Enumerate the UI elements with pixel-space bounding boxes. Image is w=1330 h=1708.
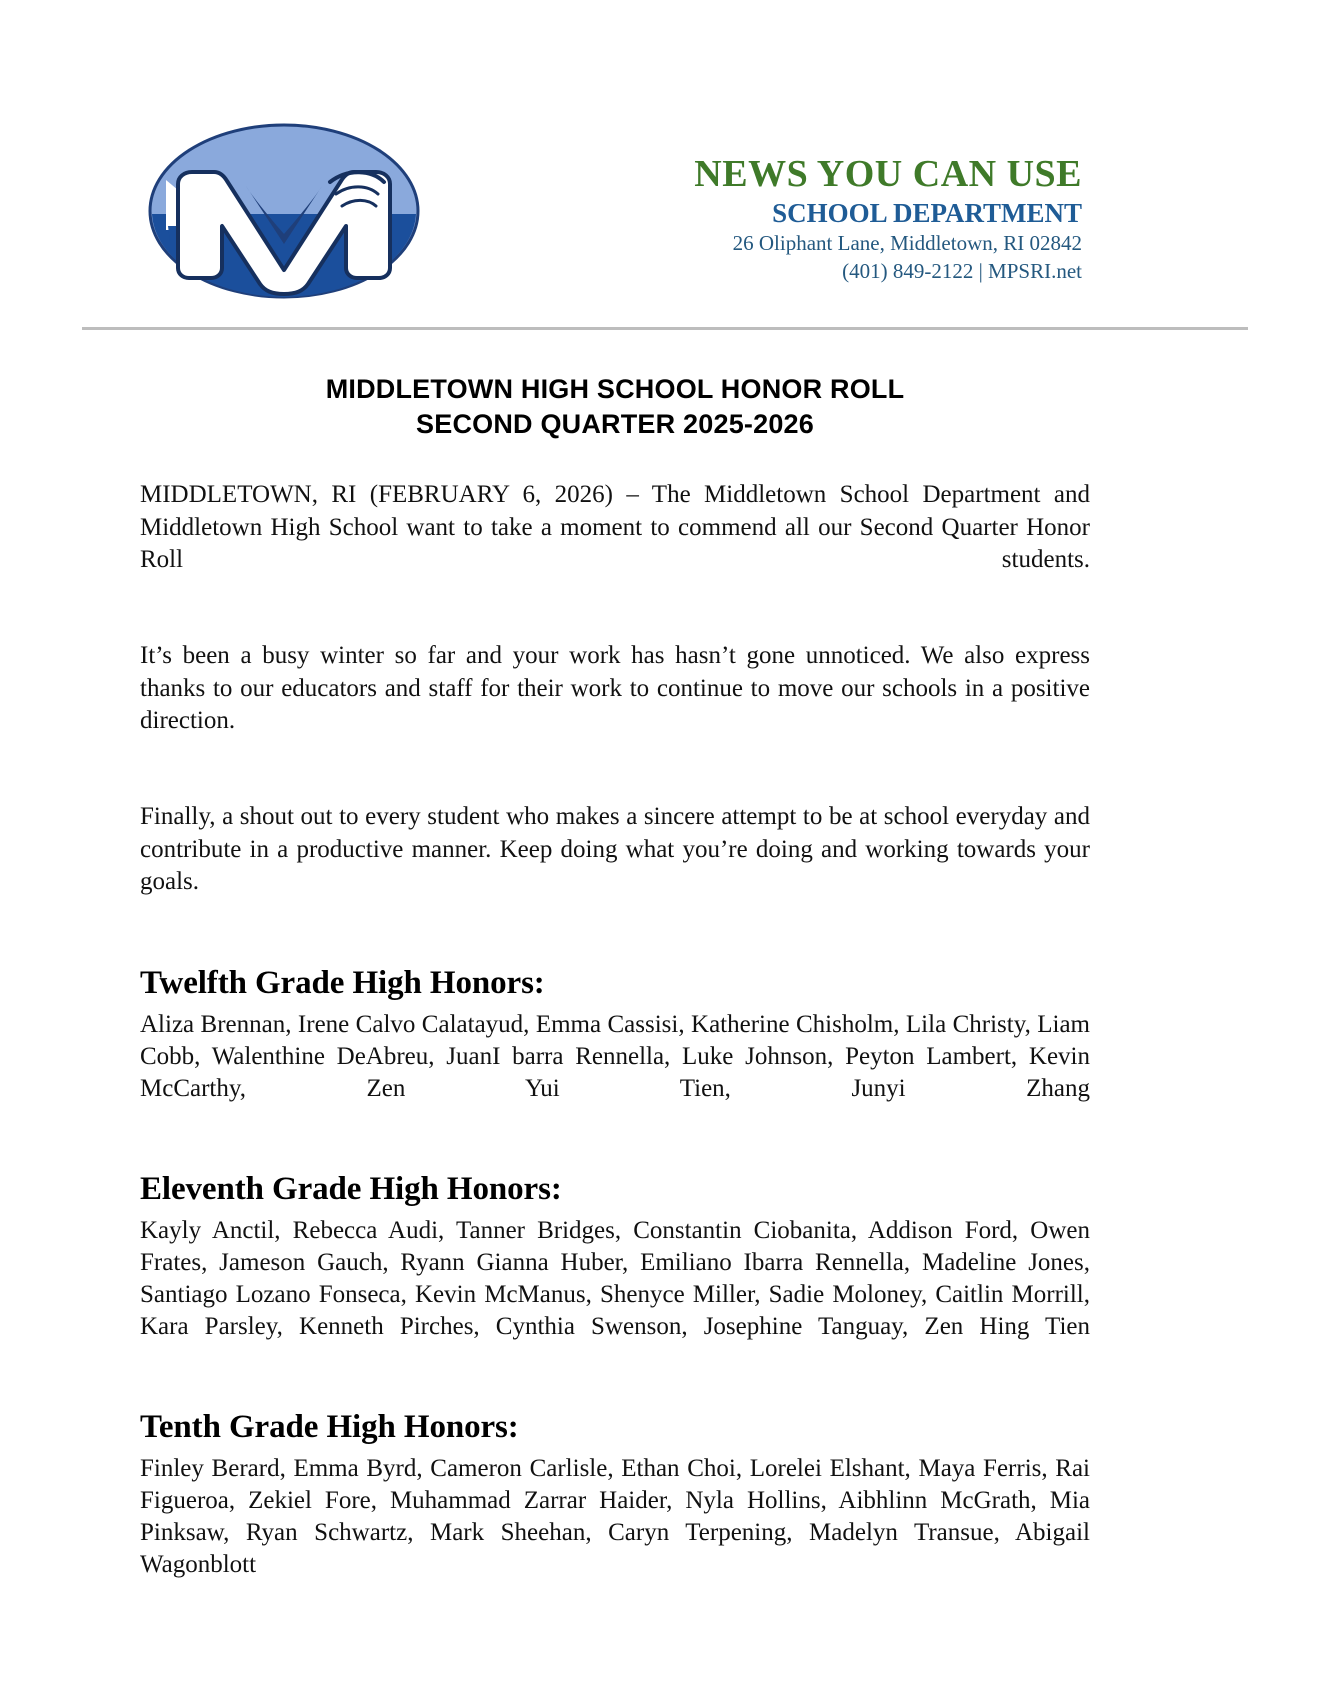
page-title [140, 372, 1090, 441]
masthead-address: 26 Oliphant Lane, Middletown, RI 02842 [732, 230, 1082, 255]
paragraph-spacer [140, 609, 1090, 640]
masthead-subtitle: SCHOOL DEPARTMENT [772, 197, 1082, 228]
honor-roll-names-eleventh-grade: Kayly Anctil, Rebecca Audi, Tanner Bridges, Constantin Ciobanita, Addison Ford, Owen Frates, Jameson Gauch, Ryann Gianna Huber, Emiliano Ibarra Rennella, Madeline Jones, Santiago Lozano Fonseca, Kevin McManus, Shenyce Miller, Sadie Moloney, Caitlin Morrill, Kara Parsley, Kenneth Pirches, Cynthia Swenson, Josephine Tanguay, Zen Hing Tien [140, 1216, 1090, 1340]
honor-roll-names-twelfth-grade: Aliza Brennan, Irene Calvo Calatayud, Emma Cassisi, Katherine Chisholm, Lila Christy, Liam Cobb, Walenthine DeAbreu, JuanI barra Rennella, Luke Johnson, Peyton Lambert, Kevin McCarthy, Zen Yui Tien, Junyi Zhang [140, 1011, 1090, 1103]
honor-roll-names-tenth-grade: Finley Berard, Emma Byrd, Cameron Carlisle, Ethan Choi, Lorelei Elshant, Maya Ferris, Rai Figueroa, Zekiel Fore, Muhammad Zarrar Haider, Nyla Hollins, Aibhlinn McGrath, Mia Pinksaw, Ryan Schwartz, Mark Sheehan, Caryn Terpening, Madelyn Transue, Abigail Wagonblott [140, 1454, 1090, 1578]
page-title-line-1: MIDDLETOWN HIGH SCHOOL HONOR ROLL [325, 374, 905, 404]
section-heading-tenth-grade: Tenth Grade High Honors: [140, 1408, 519, 1445]
masthead-text-block [462, 155, 1082, 286]
section-heading-twelfth-grade: Twelfth Grade High Honors: [140, 965, 545, 1002]
page-title-line-2: SECOND QUARTER 2025-2026 [416, 408, 814, 439]
paragraph-spacer [140, 770, 1090, 801]
section-spacer [140, 1137, 1090, 1171]
school-logo [148, 122, 420, 300]
document-body [140, 372, 1090, 1613]
intro-paragraph-1: MIDDLETOWN, RI (FEBRUARY 6, 2026) – The Middletown School Department and Middletown High School want to take a moment to commend all our Second Quarter Honor Roll students. [140, 481, 1090, 574]
middletown-m-logo-icon [148, 122, 420, 300]
section-spacer [140, 1375, 1090, 1409]
intro-paragraph-2: It’s been a busy winter so far and your work has hasn’t gone unnoticed. We also express thanks to our educators and staff for their work to continue to move our schools in a positive direction. [140, 642, 1090, 735]
section-heading-eleventh-grade: Eleventh Grade High Honors: [140, 1171, 562, 1208]
header-divider [82, 327, 1248, 330]
section-spacer [140, 931, 1090, 965]
intro-paragraph-3: Finally, a shout out to every student who makes a sincere attempt to be at school everyday and contribute in a productive manner. Keep doing what you’re doing and working towards your goals. [140, 803, 1090, 896]
letterhead [0, 0, 1330, 330]
masthead-contact: (401) 849-2122 | MPSRI.net [842, 259, 1082, 284]
masthead-title: NEWS YOU CAN USE [694, 153, 1082, 195]
